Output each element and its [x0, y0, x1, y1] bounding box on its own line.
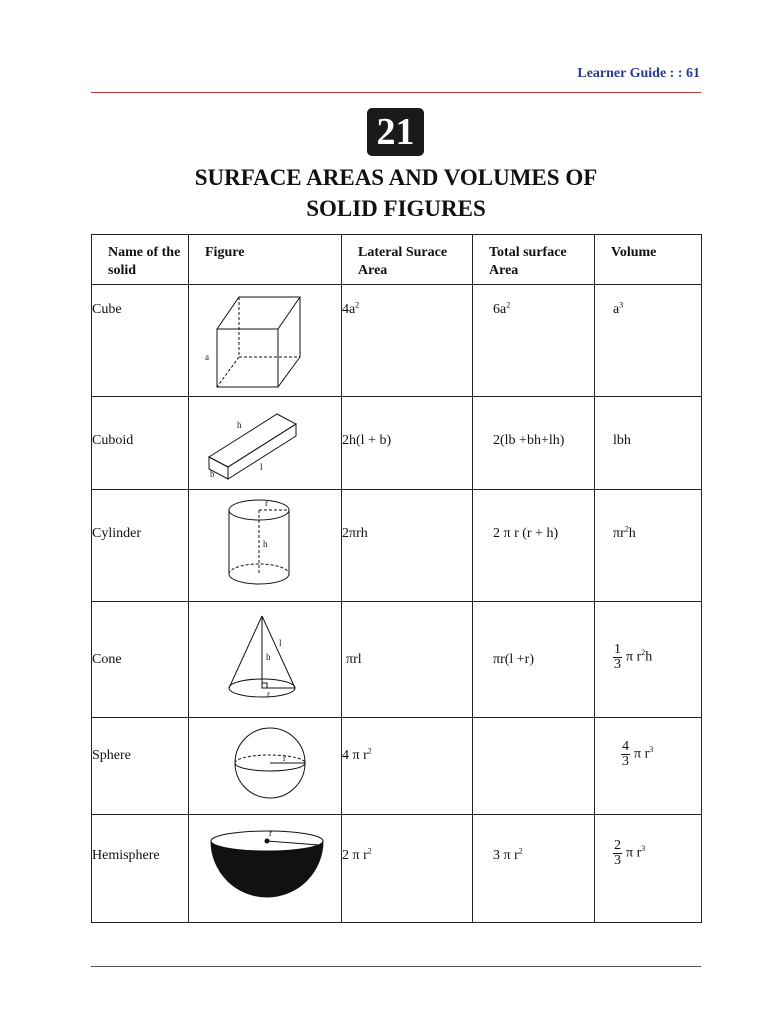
cylinder-figure — [189, 490, 341, 600]
cell-figure — [189, 490, 342, 602]
total-formula: 2(lb +bh+lh) — [493, 433, 565, 448]
total-base: 6a — [493, 302, 507, 317]
cell-lateral — [342, 397, 473, 490]
volume-exponent: 3 — [649, 745, 654, 755]
total-formula — [493, 815, 594, 864]
solid-name: Cuboid — [92, 433, 134, 448]
volume-base: πr — [613, 526, 625, 541]
cell-volume — [595, 815, 702, 923]
volume-formula — [613, 490, 701, 542]
chapter-title-line-2: SOLID FIGURES — [306, 196, 486, 221]
lateral-exponent: 2 — [355, 300, 360, 310]
cell-name — [92, 490, 189, 602]
hemisphere-figure — [189, 815, 341, 921]
volume-tail: h — [628, 526, 636, 541]
lateral-base: 4 π r — [342, 748, 368, 763]
formula-table — [91, 234, 702, 923]
cell-total — [473, 490, 595, 602]
table-row-cone — [92, 602, 702, 718]
fraction-numerator: 1 — [614, 642, 621, 657]
lateral-exponent: 2 — [367, 746, 372, 756]
volume-formula: lbh — [613, 433, 631, 448]
chapter-number-badge: 21 — [367, 108, 424, 156]
header-total-area: Total surface Area — [473, 235, 595, 285]
cell-name — [92, 718, 189, 815]
volume-fraction — [621, 740, 630, 769]
solid-name: Cone — [92, 652, 122, 667]
volume-exponent: 2 — [624, 524, 629, 534]
volume-base: π r — [626, 845, 642, 861]
volume-formula — [613, 718, 701, 769]
running-head: Learner Guide : : 61 — [577, 66, 700, 81]
chapter-title-line-1: SURFACE AREAS AND VOLUMES OF — [194, 165, 598, 190]
lateral-formula — [342, 718, 472, 764]
table-row-cuboid — [92, 397, 702, 490]
table-row-sphere — [92, 718, 702, 815]
table-row-cylinder — [92, 490, 702, 602]
sphere-r-label: r — [283, 753, 286, 763]
volume-exponent: 3 — [619, 300, 624, 310]
cell-lateral — [342, 285, 473, 397]
cell-volume — [595, 490, 702, 602]
cuboid-l-label: l — [260, 462, 263, 472]
total-exponent: 2 — [506, 300, 511, 310]
fraction-numerator: 2 — [614, 838, 621, 853]
cone-l-label: l — [279, 638, 282, 648]
cuboid-b-label: b — [210, 469, 215, 479]
cone-figure — [189, 602, 341, 716]
cell-total — [473, 602, 595, 718]
header-rule — [91, 92, 701, 93]
solid-name: Hemisphere — [92, 848, 160, 863]
solid-name: Sphere — [92, 748, 131, 763]
cell-volume — [595, 285, 702, 397]
header-name: Name of the solid — [92, 235, 189, 285]
cell-name — [92, 397, 189, 490]
chapter-title — [91, 162, 701, 224]
solid-name: Cube — [92, 302, 122, 317]
table-row-cube — [92, 285, 702, 397]
table-row-hemisphere — [92, 815, 702, 923]
cell-figure — [189, 285, 342, 397]
cell-figure — [189, 397, 342, 490]
total-formula — [493, 718, 594, 748]
cell-volume — [595, 718, 702, 815]
cuboid-figure — [189, 397, 341, 488]
lateral-base: 2 π r — [342, 848, 368, 863]
volume-formula — [613, 285, 701, 318]
cell-name — [92, 815, 189, 923]
volume-fraction — [613, 839, 622, 868]
total-formula: πr(l +r) — [493, 652, 535, 667]
volume-exponent: 3 — [641, 844, 646, 854]
cylinder-h-label: h — [263, 539, 268, 549]
cube-figure — [189, 285, 341, 395]
volume-formula — [613, 602, 701, 672]
cell-name — [92, 602, 189, 718]
cube-side-label: a — [205, 352, 209, 362]
lateral-exponent: 2 — [367, 846, 372, 856]
cell-figure — [189, 815, 342, 923]
total-formula: 2 π r (r + h) — [493, 526, 559, 541]
cell-name — [92, 285, 189, 397]
header-lateral-area: Lateral Surace Area — [342, 235, 473, 285]
cell-figure — [189, 602, 342, 718]
volume-base: π r — [626, 649, 642, 665]
cell-total — [473, 815, 595, 923]
volume-base: π r — [634, 746, 650, 762]
volume-tail: h — [645, 649, 653, 665]
lateral-formula: 2h(l + b) — [342, 433, 392, 448]
fraction-numerator: 4 — [622, 739, 629, 754]
table-header-row — [92, 235, 702, 285]
fraction-denominator: 3 — [614, 853, 621, 868]
cell-figure — [189, 718, 342, 815]
total-base: 3 π r — [493, 848, 519, 863]
lateral-formula — [342, 815, 472, 864]
cone-h-label: h — [266, 652, 271, 662]
volume-base: a — [613, 302, 620, 317]
sphere-figure — [189, 718, 341, 813]
hemisphere-r-label: r — [269, 828, 272, 838]
total-formula — [493, 285, 594, 318]
cell-volume — [595, 397, 702, 490]
header-volume: Volume — [595, 235, 702, 285]
cylinder-r-label: r — [265, 498, 268, 508]
volume-exponent: 2 — [641, 648, 646, 658]
cell-total — [473, 718, 595, 815]
lateral-formula: πrl — [346, 652, 362, 667]
total-exponent: 2 — [518, 846, 523, 856]
cell-lateral — [342, 718, 473, 815]
volume-fraction — [613, 643, 622, 672]
footer-rule — [91, 966, 701, 967]
fraction-denominator: 3 — [622, 754, 629, 769]
header-figure: Figure — [189, 235, 342, 285]
fraction-denominator: 3 — [614, 657, 621, 672]
cell-lateral — [342, 490, 473, 602]
lateral-formula — [342, 285, 472, 318]
solid-name: Cylinder — [92, 526, 141, 541]
cone-r-label: r — [267, 689, 270, 699]
volume-formula — [613, 815, 701, 868]
cell-volume — [595, 602, 702, 718]
cell-total — [473, 397, 595, 490]
cell-total — [473, 285, 595, 397]
cuboid-h-label: h — [237, 420, 242, 430]
cell-lateral — [342, 815, 473, 923]
cell-lateral — [342, 602, 473, 718]
lateral-base: 4a — [342, 302, 356, 317]
lateral-formula: 2πrh — [342, 526, 368, 541]
